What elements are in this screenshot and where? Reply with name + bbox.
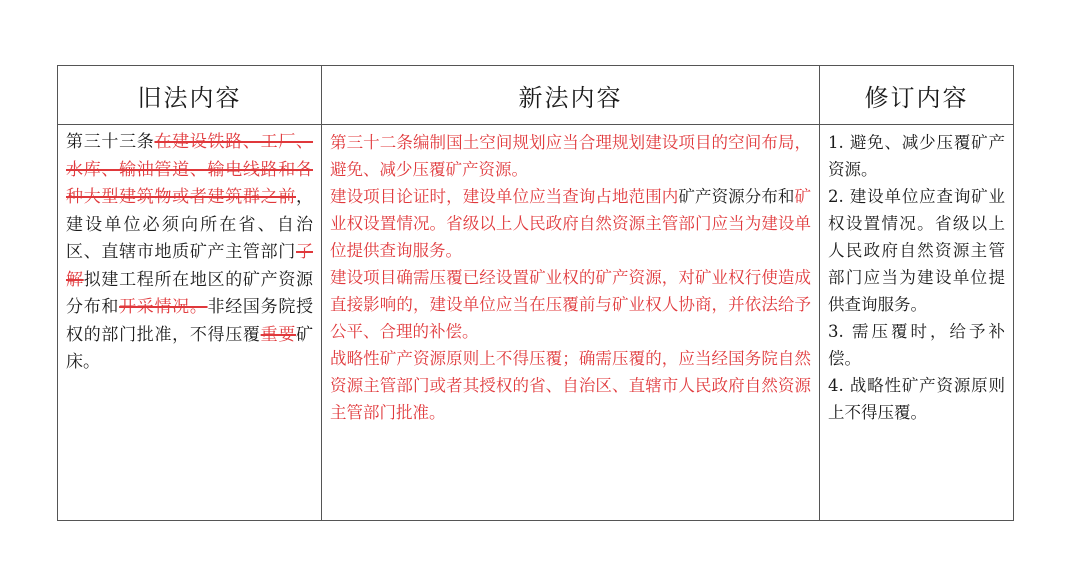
header-old-law: 旧法内容 [58, 66, 322, 125]
revision-item: 4. 战略性矿产资源原则上不得压覆。 [828, 376, 1005, 422]
revision-cell [820, 125, 1014, 521]
revision-item: 3. 需压覆时，给予补偿。 [828, 322, 1005, 368]
old-law-text-segment: 矿床。 [66, 324, 314, 372]
new-law-paragraph [330, 183, 811, 264]
new-law-paragraph: 战略性矿产资源原则上不得压覆；确需压覆的，应当经国务院自然资源主管部门或者其授权的省、自治区、直辖市人民政府自然资源主管部门批准。 [330, 349, 811, 422]
unchanged-text: 矿产资源分布和 [678, 187, 795, 206]
old-law-article: 第三十三条 [66, 132, 155, 152]
header-row [58, 66, 1014, 125]
deleted-text: 在建设铁路、工厂、水库、输油管道、输电线路和各种大型建筑物或者建筑群之前 [66, 132, 314, 207]
law-comparison-table [57, 65, 1014, 521]
revision-list [828, 129, 1005, 426]
new-law-text [330, 129, 811, 426]
deleted-text: 开采情况。 [119, 297, 208, 317]
added-text: 建设项目论证时，建设单位 [330, 187, 530, 206]
deleted-text: 重要 [260, 324, 297, 345]
header-new-law: 新法内容 [322, 66, 820, 125]
new-law-paragraph: 第三十二条编制国土空间规划应当合理规划建设项目的空间布局，避免、减少压覆矿产资源。 [330, 133, 811, 179]
new-law-cell [322, 125, 820, 521]
revision-item: 2. 建设单位应查询矿业权设置情况。省级以上人民政府自然资源主管部门应当为建设单位提供查询服务。 [828, 187, 1005, 314]
old-law-text [66, 129, 313, 377]
old-law-text-segment: 拟建工程所在地区的矿产资源分布和 [66, 269, 314, 317]
added-text: 矿业权设置情况。省级以上人民政府自然资源主管部门应当为建设单位提供查询服务。 [330, 187, 812, 260]
new-law-paragraph: 建设项目确需压覆已经设置矿业权的矿产资源，对矿业权行使造成直接影响的，建设单位应当在压覆前与矿业权人协商，并依法给予公平、合理的补偿。 [330, 268, 811, 341]
old-law-text-segment: 非经国务院授权的部门批准，不得压覆 [66, 297, 314, 345]
added-text: 应当查询占地范围内 [529, 187, 679, 206]
header-revision: 修订内容 [820, 66, 1014, 125]
revision-item: 1. 避免、减少压覆矿产资源。 [828, 133, 1005, 179]
old-law-text-segment: ，建设单位必须向所在省、自治区、直辖市地质矿产主管部门 [66, 187, 313, 262]
deleted-text: 了解 [66, 242, 313, 290]
old-law-cell [58, 125, 322, 521]
content-row [58, 125, 1014, 521]
